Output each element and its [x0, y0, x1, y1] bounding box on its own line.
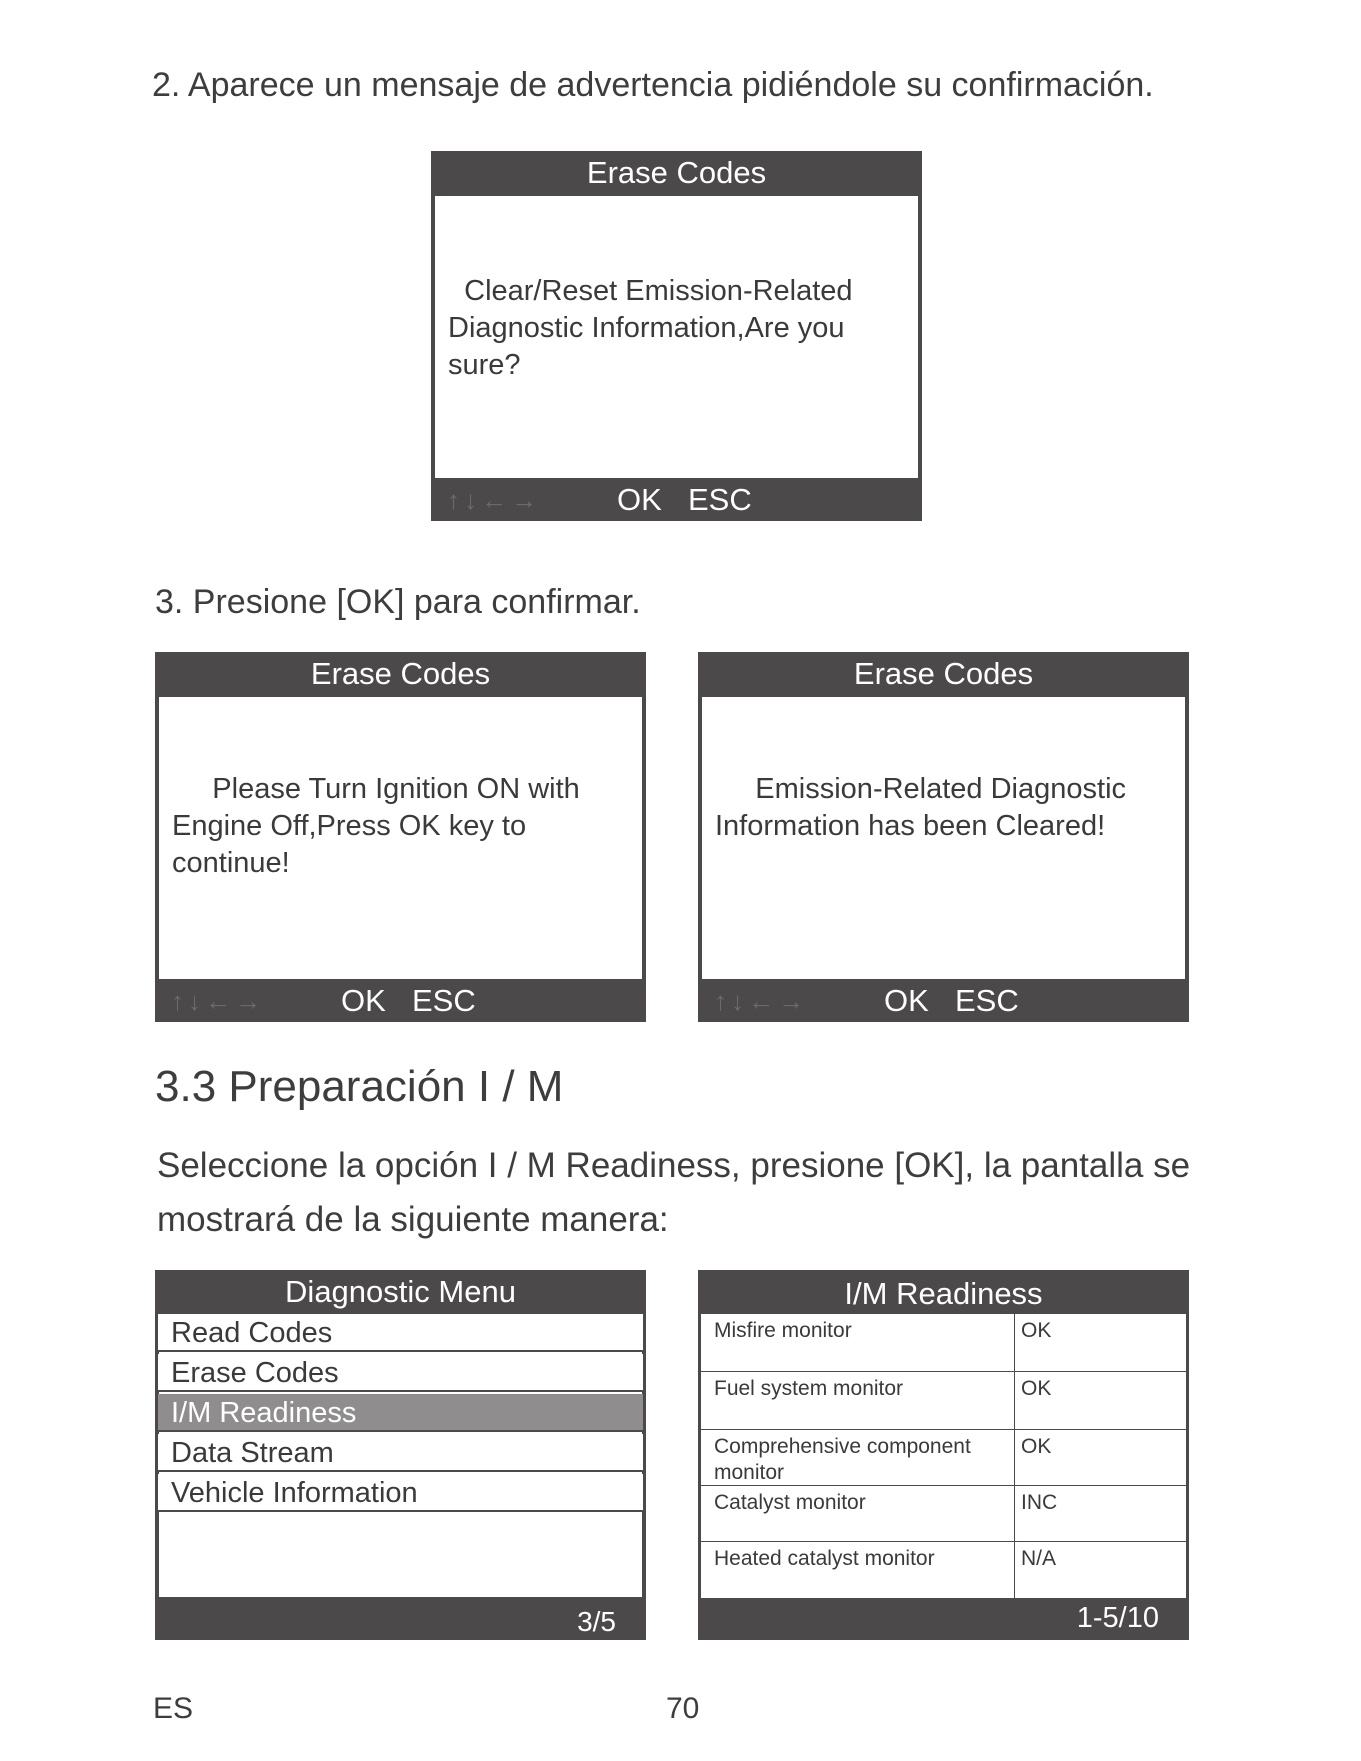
page-indicator: 1-5/10 — [1076, 1602, 1159, 1634]
screen-button-bar — [698, 980, 1189, 1022]
table-row — [701, 1430, 1186, 1486]
screen-message: Please Turn Ignition ON with Engine Off,Press OK key to continue! — [172, 773, 580, 879]
monitor-name: Heated catalyst monitor — [714, 1547, 935, 1570]
section-heading: 3.3 Preparación I / M — [155, 1062, 564, 1111]
monitor-name: Comprehensive component monitor — [714, 1435, 971, 1484]
step-3-text: 3. Presione [OK] para confirmar. — [155, 583, 641, 621]
monitor-status: N/A — [1021, 1547, 1057, 1570]
screen-title: Erase Codes — [310, 656, 491, 691]
monitor-name: Fuel system monitor — [714, 1377, 904, 1400]
screen-title: I/M Readiness — [844, 1276, 1043, 1311]
monitor-status: INC — [1021, 1491, 1058, 1514]
nav-arrows-icon: ↑↓←→ — [171, 986, 265, 1016]
esc-button[interactable]: ESC — [412, 983, 476, 1018]
table-row — [701, 1314, 1186, 1372]
menu-item-data-stream[interactable]: Data Stream — [158, 1434, 643, 1472]
screen-button-bar — [431, 479, 922, 521]
esc-button[interactable]: ESC — [955, 983, 1019, 1018]
menu-item-read-codes[interactable]: Read Codes — [158, 1314, 643, 1352]
screen-message: Clear/Reset Emission-Related Diagnostic Information,Are you sure? — [448, 275, 853, 381]
ok-button[interactable]: OK — [341, 983, 386, 1018]
table-row — [701, 1542, 1186, 1598]
menu-item-vehicle-information[interactable]: Vehicle Information — [158, 1474, 643, 1512]
monitor-status: OK — [1021, 1377, 1052, 1400]
screen-body — [158, 696, 643, 980]
nav-arrows-icon: ↑↓←→ — [447, 485, 541, 515]
esc-button[interactable]: ESC — [688, 482, 752, 517]
screen-im-readiness — [698, 1270, 1189, 1640]
monitor-name: Catalyst monitor — [714, 1491, 866, 1514]
page-indicator: 3/5 — [577, 1606, 616, 1637]
screen-title: Erase Codes — [853, 656, 1034, 691]
paragraph-line-2: mostrará de la siguiente manera: — [157, 1200, 669, 1239]
ok-button[interactable]: OK — [884, 983, 929, 1018]
screen-erase-confirm — [431, 151, 922, 521]
screen-button-bar — [155, 980, 646, 1022]
screen-message: Emission-Related Diagnostic Information has been Cleared! — [715, 773, 1127, 842]
nav-arrows-icon: ↑↓←→ — [714, 986, 808, 1016]
screen-title: Diagnostic Menu — [285, 1274, 516, 1309]
screen-ignition-prompt — [155, 652, 646, 1022]
table-row — [701, 1486, 1186, 1542]
screen-title: Erase Codes — [586, 155, 767, 190]
paragraph-line-1: Seleccione la opción I / M Readiness, presione [OK], la pantalla se — [157, 1146, 1191, 1185]
monitor-status: OK — [1021, 1319, 1052, 1342]
monitor-status: OK — [1021, 1435, 1052, 1458]
ok-button[interactable]: OK — [617, 482, 662, 517]
footer-page-number: 70 — [666, 1692, 700, 1725]
footer-language: ES — [153, 1692, 194, 1725]
screen-codes-cleared — [698, 652, 1189, 1022]
screen-body — [701, 696, 1186, 980]
screen-body — [434, 195, 919, 479]
monitor-name: Misfire monitor — [714, 1319, 852, 1342]
menu-item-erase-codes[interactable]: Erase Codes — [158, 1354, 643, 1392]
menu-item-im-readiness[interactable]: I/M Readiness — [158, 1394, 643, 1432]
table-row — [701, 1372, 1186, 1430]
step-2-text: 2. Aparece un mensaje de advertencia pidiéndole su confirmación. — [152, 66, 1154, 104]
screen-diagnostic-menu — [155, 1270, 646, 1640]
